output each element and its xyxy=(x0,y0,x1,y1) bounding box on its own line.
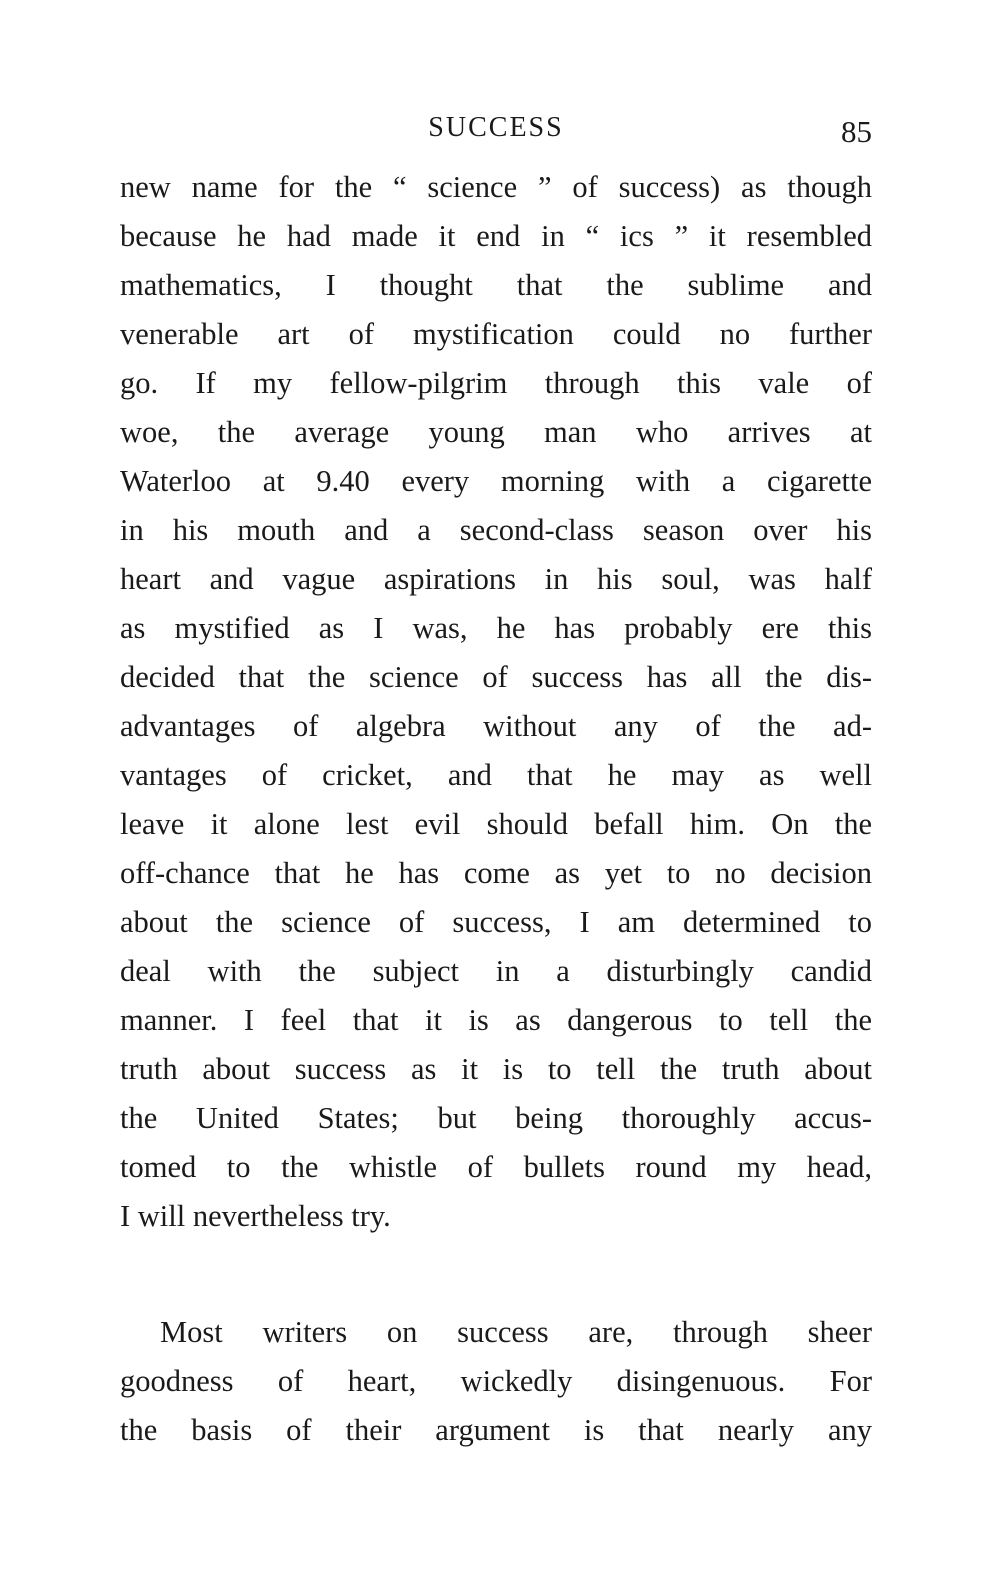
text-line: decided that the science of success has all the dis- xyxy=(120,660,872,694)
text-line: heart and vague aspirations in his soul, was half xyxy=(120,562,872,596)
text-line: new name for the “ science ” of success) as though xyxy=(120,170,872,204)
paragraph-new xyxy=(120,1308,872,1455)
text-line: the basis of their argument is that nearly any xyxy=(120,1413,872,1447)
text-line: the United States; but being thoroughly accus- xyxy=(120,1101,872,1135)
text-line: Most writers on success are, through sheer xyxy=(160,1315,872,1349)
text-line: truth about success as it is to tell the truth about xyxy=(120,1052,872,1086)
text-line: about the science of success, I am determined to xyxy=(120,905,872,939)
text-line: I will nevertheless try. xyxy=(120,1199,391,1233)
text-line: goodness of heart, wickedly disingenuous. For xyxy=(120,1364,872,1398)
paragraph-continued xyxy=(120,163,872,1241)
text-line: venerable art of mystification could no further xyxy=(120,317,872,351)
text-line: mathematics, I thought that the sublime and xyxy=(120,268,872,302)
text-line: as mystified as I was, he has probably ere this xyxy=(120,611,872,645)
text-line: manner. I feel that it is as dangerous to tell the xyxy=(120,1003,872,1037)
text-line: woe, the average young man who arrives at xyxy=(120,415,872,449)
text-line: tomed to the whistle of bullets round my head, xyxy=(120,1150,872,1184)
page-number: 85 xyxy=(841,114,872,149)
text-line: advantages of algebra without any of the ad- xyxy=(120,709,872,743)
text-line: because he had made it end in “ ics ” it resembled xyxy=(120,219,872,253)
text-line: vantages of cricket, and that he may as well xyxy=(120,758,872,792)
text-line: leave it alone lest evil should befall him. On the xyxy=(120,807,872,841)
text-line: go. If my fellow-pilgrim through this vale of xyxy=(120,366,872,400)
text-line: in his mouth and a second-class season over his xyxy=(120,513,872,547)
text-line: off-chance that he has come as yet to no decision xyxy=(120,856,872,890)
text-line: Waterloo at 9.40 every morning with a cigarette xyxy=(120,464,872,498)
running-head xyxy=(120,112,872,156)
running-title: SUCCESS xyxy=(428,112,564,143)
text-line: deal with the subject in a disturbingly candid xyxy=(120,954,872,988)
